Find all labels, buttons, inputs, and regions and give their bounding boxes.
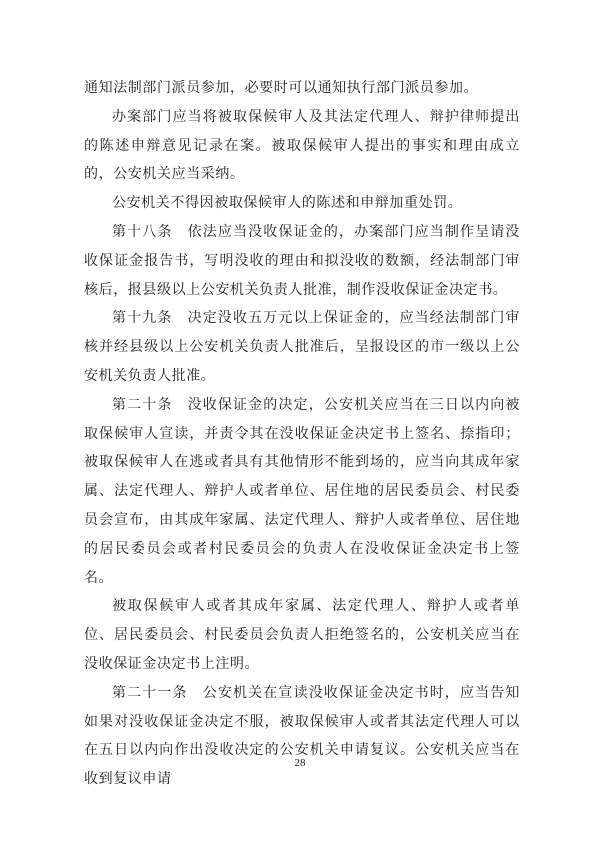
body-text (84, 74, 520, 794)
paragraph-no-aggravation: 公安机关不得因被取保候审人的陈述和申辩加重处罚。 (112, 195, 463, 212)
paragraph-record-statements: 办案部门应当将被取保候审人及其法定代理人、辩护律师提出的陈述申辩意见记录在案。被取保候审人提出的事实和理由成立的，公安机关应当采纳。 (84, 108, 520, 183)
paragraph-continuation: 通知法制部门派员参加，必要时可以通知执行部门派员参加。 (84, 80, 479, 96)
paragraph-article-21: 第二十一条 公安机关在宣读没收保证金决定书时，应当告知如果对没收保证金决定不服，被取保候审人或者其法定代理人可以在五日以内向作出没收决定的公安机关申请复议。公安机关应当在收到复议申请 (84, 684, 520, 788)
page-number: 28 (294, 757, 306, 769)
paragraph-article-20: 第二十条 没收保证金的决定，公安机关应当在三日以内向被取保候审人宣读，并责令其在没收保证金决定书上签名、捺指印；被取保候审人在逃或者具有其他情形不能到场的，应当向其成年家属、法定代理人、辩护人或者单位、居住地的居民委员会、村民委员会宣布，由其成年家属、法定代理人、辩护人或者单位、居住地的居民委员会或者村民委员会的负责人在没收保证金决定书上签名。 (84, 396, 520, 586)
paragraph-article-19: 第十九条 决定没收五万元以上保证金的，应当经法制部门审核并经县级以上公安机关负责人批准后，呈报设区的市一级以上公安机关负责人批准。 (84, 310, 520, 384)
paragraph-article-18: 第十八条 依法应当没收保证金的，办案部门应当制作呈请没收保证金报告书，写明没收的理由和拟没收的数额，经法制部门审核后，报县级以上公安机关负责人批准，制作没收保证金决定书。 (84, 223, 520, 298)
paragraph-refusal-to-sign: 被取保候审人或者其成年家属、法定代理人、辩护人或者单位、居民委员会、村民委员会负责人拒绝签名的，公安机关应当在没收保证金决定书上注明。 (84, 598, 520, 672)
